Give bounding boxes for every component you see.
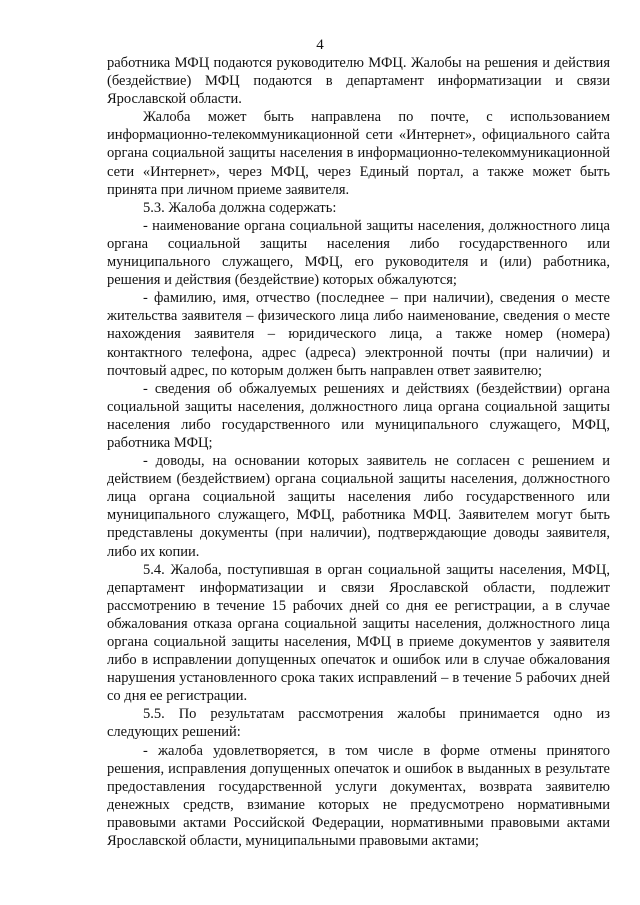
- paragraph-6: - сведения об обжалуемых решениях и действиях (бездействии) органа социальной защиты населения, должностного лица органа социальной защиты населения либо государственного или муниципального служащего, МФЦ, работника МФЦ;: [107, 380, 610, 451]
- paragraph-10: - жалоба удовлетворяется, в том числе в форме отмены принятого решения, исправления допущенных опечаток и ошибок в выданных в результате предоставления государственной услуги документах, возврата заявителю денежных средств, взимание которых не предусмотрено нормативными правовыми актами Российской Федерации, нормативными правовыми актами Ярославской области, муниципальными правовыми актами;: [107, 742, 610, 850]
- paragraph-4: - наименование органа социальной защиты населения, должностного лица органа социальной защиты населения либо государственного или муниципального служащего, МФЦ, его руководителя и (или) работника, решения и действия (бездействие) которых обжалуются;: [107, 217, 610, 289]
- paragraph-2: Жалоба может быть направлена по почте, с использованием информационно-телекоммуникационной сети «Интернет», официального сайта органа социальной защиты населения в информационно-телекоммуникационной сети «Интернет», через МФЦ, через Единый портал, а также может быть принята при личном приеме заявителя.: [107, 109, 610, 198]
- paragraph-5: - фамилию, имя, отчество (последнее – при наличии), сведения о месте жительства заявителя – физического лица либо наименование, сведения о месте нахождения заявителя – юридического лица, а также номер (номера) контактного телефона, адрес (адреса) электронной почты (при наличии) и почтовый адрес, по которым должен быть направлен ответ заявителю;: [107, 290, 610, 379]
- paragraph-1: работника МФЦ подаются руководителю МФЦ. Жалобы на решения и действия (бездействие) МФЦ подаются в департамент информатизации и связи Ярославской области.: [107, 55, 610, 108]
- paragraph-9: 5.5. По результатам рассмотрения жалобы принимается одно из следующих решений:: [107, 706, 610, 741]
- paragraph-3: 5.3. Жалоба должна содержать:: [143, 199, 337, 216]
- document-body: [107, 54, 610, 850]
- paragraph-8: 5.4. Жалоба, поступившая в орган социальной защиты населения, МФЦ, департамент информатизации и связи Ярославской области, подлежит рассмотрению в течение 15 рабочих дней со дня ее регистрации, а в случае обжалования отказа органа социальной защиты населения, должностного лица органа социальной защиты населения, МФЦ в приеме документов у заявителя либо в исправлении допущенных опечаток и ошибок или в случае обжалования нарушения установленного срока таких исправлений – в течение 5 рабочих дней со дня ее регистрации.: [107, 561, 610, 705]
- page-number: 4: [316, 37, 324, 53]
- paragraph-7: - доводы, на основании которых заявитель не согласен с решением и действием (бездействием) органа социальной защиты населения, должностного лица органа социальной защиты населения либо государственного или муниципального служащего, МФЦ, работника МФЦ. Заявителем могут быть представлены документы (при наличии), подтверждающие доводы заявителя, либо их копии.: [107, 453, 610, 560]
